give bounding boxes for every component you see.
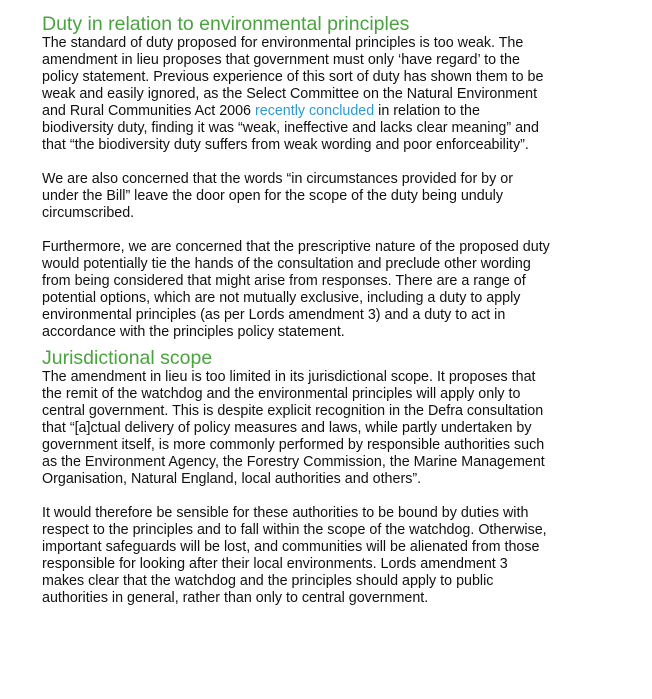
text-line: under the Bill” leave the door open for the scope of the duty being unduly	[42, 188, 503, 204]
recently-concluded-link[interactable]: recently concluded	[254, 103, 375, 119]
text-line: circumscribed.	[42, 205, 135, 221]
text-line: authorities in general, rather than only to central government.	[42, 590, 429, 606]
section-heading-jurisdictional-scope: Jurisdictional scope	[42, 347, 213, 369]
text-line: It would therefore be sensible for these authorities to be bound by duties with	[42, 505, 529, 521]
text-line: central government. This is despite explicit recognition in the Defra consultation	[42, 403, 544, 419]
text-line: We are also concerned that the words “in circumstances provided for by or	[42, 171, 513, 187]
text-line: biodiversity duty, finding it was “weak, ineffective and lacks clear meaning” and	[42, 120, 539, 136]
paragraph-jurisdictional-limits	[42, 369, 642, 488]
text-line: government itself, is more commonly performed by responsible authorities such	[42, 437, 545, 453]
text-line: from being considered that might arise from responses. There are a range of	[42, 273, 526, 289]
text-line: important safeguards will be lost, and communities will be alienated from those	[42, 539, 540, 555]
text-line: amendment in lieu proposes that government must only ‘have regard’ to the	[42, 52, 520, 68]
text-line: The standard of duty proposed for environmental principles is too weak. The	[42, 35, 524, 51]
document-page	[42, 13, 642, 607]
paragraph-authorities-duties	[42, 505, 642, 607]
text-line: the remit of the watchdog and the environmental principles will apply only to	[42, 386, 521, 402]
text-line: The amendment in lieu is too limited in its jurisdictional scope. It proposes that	[42, 369, 536, 385]
text-line: respect to the principles and to fall within the scope of the watchdog. Otherwise,	[42, 522, 547, 538]
text-line-with-link	[42, 103, 642, 120]
text-line: would potentially tie the hands of the consultation and preclude other wording	[42, 256, 531, 272]
text-after-link: in relation to the	[374, 103, 480, 119]
paragraph-circumstances-concern	[42, 171, 642, 222]
text-line: accordance with the principles policy statement.	[42, 324, 345, 340]
text-line: that “[a]ctual delivery of policy measures and laws, while partly undertaken by	[42, 420, 532, 436]
text-line: Organisation, Natural England, local authorities and others”.	[42, 471, 422, 487]
text-line: responsible for looking after their local environments. Lords amendment 3	[42, 556, 508, 572]
text-line: potential options, which are not mutually exclusive, including a duty to apply	[42, 290, 521, 306]
text-line: environmental principles (as per Lords amendment 3) and a duty to act in	[42, 307, 506, 323]
text-line: policy statement. Previous experience of this sort of duty has shown them to be	[42, 69, 544, 85]
section-heading-environmental-principles: Duty in relation to environmental principles	[42, 13, 410, 35]
text-line: as the Environment Agency, the Forestry Commission, the Marine Management	[42, 454, 545, 470]
text-line: makes clear that the watchdog and the principles should apply to public	[42, 573, 494, 589]
text-line: Furthermore, we are concerned that the prescriptive nature of the proposed duty	[42, 239, 550, 255]
text-before-link: and Rural Communities Act 2006	[42, 103, 255, 119]
paragraph-prescriptive-nature	[42, 239, 642, 341]
text-line: that “the biodiversity duty suffers from weak wording and poor enforceability”.	[42, 137, 529, 153]
text-line: weak and easily ignored, as the Select Committee on the Natural Environment	[42, 86, 538, 102]
paragraph-duty-standard	[42, 35, 642, 154]
